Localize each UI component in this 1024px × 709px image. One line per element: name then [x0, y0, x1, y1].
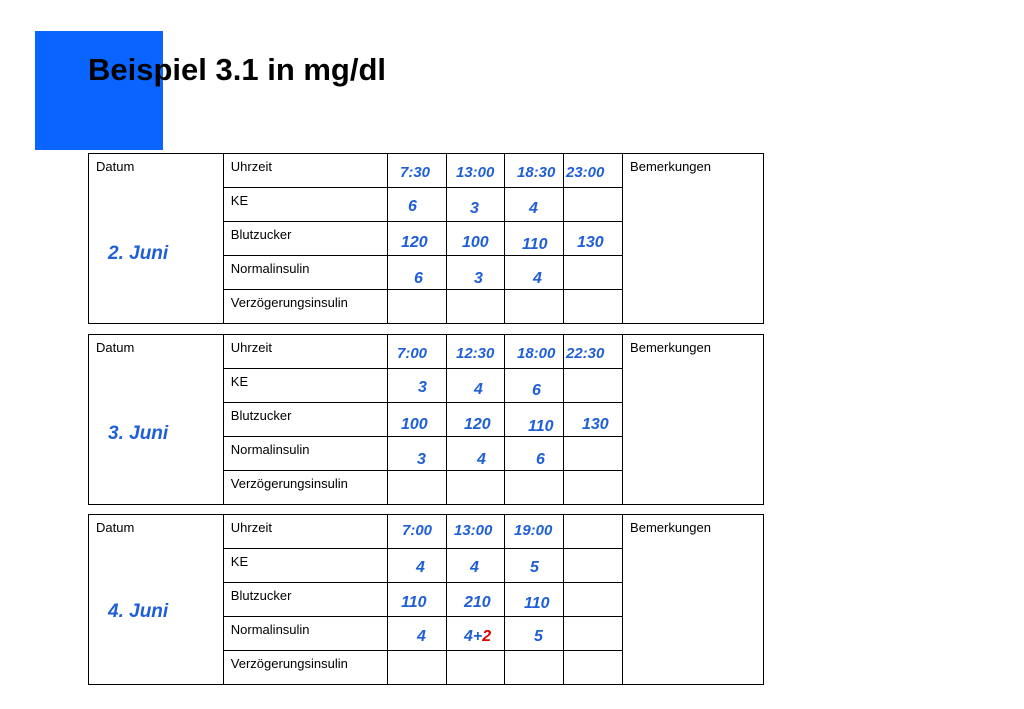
blutzucker-value: 130 [582, 416, 609, 433]
row-label-normalinsulin: Normalinsulin [223, 617, 387, 651]
cell [564, 471, 623, 505]
row-label-verzoegerungsinsulin: Verzögerungsinsulin [223, 290, 387, 324]
date-cell [89, 154, 224, 324]
date-cell [89, 515, 224, 685]
ke-value: 6 [532, 382, 541, 399]
datum-label: Datum [96, 159, 135, 174]
cell [446, 651, 505, 685]
ke-value: 4 [529, 200, 538, 217]
bemerkungen-label: Bemerkungen [630, 340, 711, 355]
row-label-verzoegerungsinsulin: Verzögerungsinsulin [223, 471, 387, 505]
day-table-4-juni [88, 514, 764, 690]
time-value: 12:30 [456, 345, 495, 362]
blutzucker-value: 110 [522, 236, 548, 253]
normalinsulin-value: 6 [414, 270, 423, 287]
row-label-verzoegerungsinsulin: Verzögerungsinsulin [223, 651, 387, 685]
row-label-normalinsulin: Normalinsulin [223, 256, 387, 290]
normalinsulin-value: 4 [533, 270, 542, 287]
remarks-cell [623, 335, 764, 505]
ke-value: 4 [470, 559, 479, 576]
normalinsulin-value: 4 [477, 451, 486, 468]
cell [564, 437, 623, 471]
blutzucker-value: 210 [464, 594, 491, 611]
day-date: 4. Juni [108, 601, 169, 622]
ke-value: 6 [408, 198, 417, 215]
cell [505, 437, 564, 471]
cell [564, 583, 623, 617]
bemerkungen-label: Bemerkungen [630, 520, 711, 535]
normalinsulin-base: 4+ [464, 628, 483, 645]
cell [564, 617, 623, 651]
cell [564, 651, 623, 685]
blutzucker-value: 120 [464, 416, 491, 433]
blutzucker-value: 100 [401, 416, 428, 433]
day-table-3-juni [88, 334, 764, 510]
cell [564, 549, 623, 583]
blutzucker-value: 110 [524, 595, 550, 612]
row-label-blutzucker: Blutzucker [223, 403, 387, 437]
cell [564, 369, 623, 403]
row-label-ke: KE [223, 549, 387, 583]
normalinsulin-value: 3 [474, 270, 483, 287]
page-title: Beispiel 3.1 in mg/dl [88, 52, 387, 87]
cell [446, 290, 505, 324]
cell [387, 290, 446, 324]
row-label-uhrzeit: Uhrzeit [223, 154, 387, 188]
bemerkungen-label: Bemerkungen [630, 159, 711, 174]
normalinsulin-value: 6 [536, 451, 545, 468]
cell [564, 188, 623, 222]
normalinsulin-value: 3 [417, 451, 426, 468]
cell [564, 290, 623, 324]
time-value: 7:30 [400, 164, 431, 181]
ke-value: 4 [416, 559, 425, 576]
row-label-normalinsulin: Normalinsulin [223, 437, 387, 471]
date-cell [89, 335, 224, 505]
time-value: 23:00 [566, 164, 605, 181]
cell [564, 256, 623, 290]
time-value: 13:00 [456, 164, 495, 181]
time-value: 18:00 [517, 345, 556, 362]
row-label-uhrzeit: Uhrzeit [223, 335, 387, 369]
ke-value: 5 [530, 559, 539, 576]
cell [387, 369, 446, 403]
ke-value: 3 [418, 379, 427, 396]
row-label-ke: KE [223, 188, 387, 222]
datum-label: Datum [96, 340, 135, 355]
cell [446, 437, 505, 471]
blutzucker-value: 110 [528, 418, 554, 435]
day-date: 2. Juni [108, 243, 169, 264]
ke-value: 4 [474, 381, 483, 398]
time-value: 7:00 [402, 522, 433, 539]
title-accent-block [35, 31, 163, 150]
normalinsulin-correction: 2 [482, 628, 492, 645]
blutzucker-value: 130 [577, 234, 604, 251]
time-value: 13:00 [454, 522, 493, 539]
normalinsulin-value: 4 [417, 628, 426, 645]
day-date: 3. Juni [108, 423, 169, 444]
blutzucker-value: 100 [462, 234, 489, 251]
row-label-ke: KE [223, 369, 387, 403]
cell [505, 290, 564, 324]
row-label-uhrzeit: Uhrzeit [223, 515, 387, 549]
cell [446, 471, 505, 505]
time-value: 18:30 [517, 164, 556, 181]
datum-label: Datum [96, 520, 135, 535]
row-label-blutzucker: Blutzucker [223, 222, 387, 256]
remarks-cell [623, 515, 764, 685]
normalinsulin-value: 5 [534, 628, 543, 645]
cell [505, 651, 564, 685]
blutzucker-value: 120 [401, 234, 428, 251]
cell [387, 471, 446, 505]
cell [564, 515, 623, 549]
blutzucker-value: 110 [401, 594, 427, 611]
time-value: 7:00 [397, 345, 428, 362]
time-value: 19:00 [514, 522, 553, 539]
ke-value: 3 [470, 200, 479, 217]
normalinsulin-value [464, 628, 491, 646]
row-label-blutzucker: Blutzucker [223, 583, 387, 617]
time-value: 22:30 [566, 345, 605, 362]
cell [387, 651, 446, 685]
cell [505, 471, 564, 505]
day-table-2-juni [88, 153, 764, 329]
remarks-cell [623, 154, 764, 324]
